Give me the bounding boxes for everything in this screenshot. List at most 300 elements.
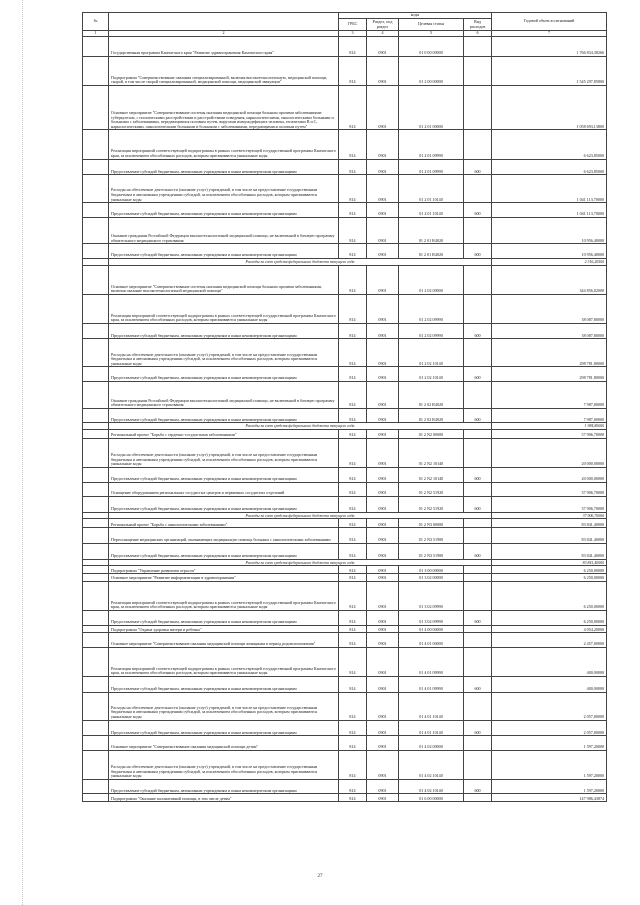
cell-razdel: 0901 (367, 794, 399, 802)
cell-vr (464, 56, 492, 85)
cell-sum: 37 906,70000 (492, 497, 607, 513)
cell-vr: 600 (464, 244, 492, 259)
table-row (83, 323, 607, 339)
cell-vr: 600 (464, 544, 492, 560)
cell-razdel: 0901 (367, 85, 399, 130)
cell-num (83, 581, 109, 610)
cell-vr (464, 736, 492, 751)
cell-sum: 1 984,80000 (492, 423, 607, 430)
cell-target: 01 3 02 09990 (399, 581, 464, 610)
cell-razdel: 0901 (367, 159, 399, 175)
table-row (83, 85, 607, 130)
cell-vr: 600 (464, 611, 492, 626)
cell-vr: 600 (464, 720, 492, 736)
header-sum: Годовой объем ассигнований (492, 13, 607, 31)
cell-razdel: 0901 (367, 294, 399, 323)
cell-sum: 147 986,43874 (492, 794, 607, 802)
cell-target: 01 0 00 00000 (399, 36, 464, 56)
cell-note: Расходы за счет средств федерального бюджета текущего года (109, 259, 492, 266)
cell-name: Государственная программа Камчатского края "Развитие здравоохранения Камчатского края" (109, 36, 339, 56)
cell-razdel: 0901 (367, 581, 399, 610)
cell-sum: 7 987,00000 (492, 408, 607, 423)
cell-vr: 600 (464, 203, 492, 218)
cell-target: 01 4 01 09990 (399, 647, 464, 676)
table-row (83, 56, 607, 85)
cell-target: 01 2 01 09990 (399, 159, 464, 175)
cell-razdel: 0901 (367, 779, 399, 794)
cell-razdel: 0901 (367, 265, 399, 294)
budget-allocation-table (82, 12, 607, 802)
cell-target: 01 2 02 10140 (399, 367, 464, 382)
federal-budget-note-row (83, 423, 607, 430)
table-row (83, 692, 607, 720)
table-row (83, 244, 607, 259)
cell-vr: 600 (464, 497, 492, 513)
cell-sum: 2 316,20500 (492, 259, 607, 266)
cell-razdel: 0901 (367, 381, 399, 408)
cell-razdel: 0901 (367, 736, 399, 751)
cell-num (83, 130, 109, 159)
cell-sum: 298 781,80000 (492, 339, 607, 367)
cell-grbs: 814 (339, 736, 367, 751)
cell-name: Реализация мероприятий соответствующей подпрограммы в рамках соответствующей государственной программы Камчатского края, за исключением обособленных расходов, которым присваиваются уникальные коды (109, 647, 339, 676)
table-row (83, 625, 607, 633)
cell-target: 01 2 N3 51900 (399, 544, 464, 560)
cell-grbs: 814 (339, 497, 367, 513)
cell-name: Расходы на обеспечение деятельности (оказание услуг) учреждений, в том числе на предоставление государственным бюджетным и автономным учреждениям субсидий, за исключением обособленных расходов, которым присваиваются уникальные коды (109, 750, 339, 779)
cell-vr (464, 794, 492, 802)
cell-num (83, 736, 109, 751)
cell-num (83, 56, 109, 85)
cell-num (83, 323, 109, 339)
cell-name: Предоставление субсидий бюджетным, автономным учреждениям и иным некоммерческим организациям (109, 408, 339, 423)
cell-grbs: 814 (339, 647, 367, 676)
federal-budget-note-row (83, 259, 607, 266)
cell-num (83, 438, 109, 467)
cell-sum: 1 058 693,13800 (492, 85, 607, 130)
cell-razdel: 0901 (367, 203, 399, 218)
table-row (83, 438, 607, 467)
cell-name: Реализация мероприятий соответствующей подпрограммы в рамках соответствующей государственной программы Камчатского края, за исключением обособленных расходов, которым присваиваются уникальные коды (109, 294, 339, 323)
cell-target: 01 2 01 10140 (399, 175, 464, 203)
cell-grbs: 814 (339, 36, 367, 56)
table-row (83, 203, 607, 218)
cell-num (83, 294, 109, 323)
cell-target: 01 2 N2 10140 (399, 438, 464, 467)
table-row (83, 159, 607, 175)
cell-sum: 83 841,40000 (492, 519, 607, 528)
cell-target: 01 4 02 10140 (399, 779, 464, 794)
cell-razdel: 0901 (367, 676, 399, 692)
cell-sum: 7 987,00000 (492, 381, 607, 408)
cell-vr (464, 528, 492, 544)
cell-sum: 83 841,40000 (492, 528, 607, 544)
cell-name: Основное мероприятие "Совершенствование системы оказания медицинской помощи больным прочими заболеваниями: туберкулезом, с психическими расстройствами и расстройствами поведения, наркологическими, онкологическими больными и больными с заболеваниями, передающимися половым путем, вирусами иммунодефицита человека, гепатитами В и С, наркологическими, онкологическими больными и больными с заболеваниями, передающимися половым путем" (109, 85, 339, 130)
cell-num (83, 779, 109, 794)
table-row (83, 294, 607, 323)
colnum-7: 7 (492, 31, 607, 37)
cell-name: Предоставление субсидий бюджетным, автономным учреждениям и иным некоммерческим организациям (109, 779, 339, 794)
table-row (83, 544, 607, 560)
cell-vr: 600 (464, 468, 492, 483)
cell-grbs: 814 (339, 794, 367, 802)
table-row (83, 581, 607, 610)
cell-razdel: 0901 (367, 468, 399, 483)
cell-num (83, 720, 109, 736)
header-name (109, 13, 339, 31)
cell-grbs: 814 (339, 566, 367, 574)
cell-sum: 1 597,20000 (492, 750, 607, 779)
cell-razdel: 0901 (367, 647, 399, 676)
cell-num (83, 244, 109, 259)
cell-grbs: 814 (339, 85, 367, 130)
cell-num (83, 559, 109, 566)
cell-razdel: 0901 (367, 430, 399, 439)
cell-name: Расходы на обеспечение деятельности (оказание услуг) учреждений, в том числе на предоставление государственным бюджетным и автономным учреждениям субсидий, за исключением обособленных расходов, которым присваиваются уникальные коды (109, 339, 339, 367)
cell-target: 01 2 02 00000 (399, 265, 464, 294)
cell-num (83, 544, 109, 560)
cell-vr: 600 (464, 408, 492, 423)
cell-grbs: 814 (339, 56, 367, 85)
cell-target: 01 4 01 00000 (399, 633, 464, 648)
cell-target: 01 4 01 09990 (399, 676, 464, 692)
cell-grbs: 814 (339, 438, 367, 467)
cell-num (83, 566, 109, 574)
cell-grbs: 814 (339, 430, 367, 439)
cell-razdel: 0901 (367, 611, 399, 626)
table-row (83, 130, 607, 159)
cell-target: 01 2 N2 51920 (399, 497, 464, 513)
cell-vr: 600 (464, 323, 492, 339)
cell-name: Реализация мероприятий соответствующей подпрограммы в рамках соответствующей государственной программы Камчатского края, за исключением обособленных расходов, которым присваиваются уникальные коды (109, 130, 339, 159)
cell-num (83, 574, 109, 582)
cell-grbs: 814 (339, 159, 367, 175)
cell-razdel: 0901 (367, 244, 399, 259)
table-row (83, 611, 607, 626)
cell-razdel: 0901 (367, 482, 399, 497)
cell-sum: 298 781,80000 (492, 367, 607, 382)
cell-name: Основное мероприятие "Совершенствование оказания медицинской помощи детям" (109, 736, 339, 751)
cell-sum: 4 054,20000 (492, 625, 607, 633)
header-vr: Вид расходов (464, 19, 492, 31)
cell-grbs: 814 (339, 676, 367, 692)
cell-name: Предоставление субсидий бюджетным, автономным учреждениям и иным некоммерческим организациям (109, 497, 339, 513)
cell-vr (464, 581, 492, 610)
table-row (83, 750, 607, 779)
cell-vr (464, 294, 492, 323)
cell-sum: 57 906,70000 (492, 430, 607, 439)
cell-num (83, 468, 109, 483)
cell-name: Основное мероприятие "Совершенствование системы оказания медицинской помощи больным прочими заболеваниями, включая оказание высокотехнологичной медицинской помощи" (109, 265, 339, 294)
cell-name: Предоставление субсидий бюджетным, автономным учреждениям и иным некоммерческим организациям (109, 468, 339, 483)
cell-grbs: 814 (339, 217, 367, 244)
cell-sum: 20 000,00000 (492, 468, 607, 483)
budget-table-sheet (82, 12, 606, 802)
cell-grbs: 814 (339, 581, 367, 610)
cell-vr (464, 130, 492, 159)
cell-vr (464, 566, 492, 574)
cell-grbs: 814 (339, 625, 367, 633)
cell-num (83, 265, 109, 294)
cell-vr (464, 692, 492, 720)
cell-num (83, 408, 109, 423)
cell-razdel: 0901 (367, 720, 399, 736)
cell-sum: 1 545 297,85800 (492, 56, 607, 85)
cell-num (83, 36, 109, 56)
cell-vr (464, 519, 492, 528)
cell-name: Предоставление субсидий бюджетным, автономным учреждениям и иным некоммерческим организациям (109, 611, 339, 626)
cell-sum: 10 956,40000 (492, 244, 607, 259)
table-row (83, 779, 607, 794)
cell-num (83, 519, 109, 528)
cell-name: Предоставление субсидий бюджетным, автономным учреждениям и иным некоммерческим организациям (109, 367, 339, 382)
cell-razdel: 0901 (367, 408, 399, 423)
colnum-2: 2 (109, 31, 339, 37)
cell-grbs: 814 (339, 720, 367, 736)
cell-grbs: 814 (339, 130, 367, 159)
table-row (83, 519, 607, 528)
table-row (83, 217, 607, 244)
cell-vr: 600 (464, 159, 492, 175)
cell-razdel: 0901 (367, 323, 399, 339)
cell-vr: 600 (464, 779, 492, 794)
colnum-6: 6 (464, 31, 492, 37)
cell-sum: 1 041 113,70000 (492, 175, 607, 203)
cell-sum: 400,00000 (492, 676, 607, 692)
cell-vr: 600 (464, 367, 492, 382)
cell-num (83, 512, 109, 519)
scan-edge-line (22, 0, 24, 905)
cell-num (83, 611, 109, 626)
cell-grbs: 814 (339, 244, 367, 259)
cell-grbs: 814 (339, 339, 367, 367)
cell-sum: 1 766 834,38266 (492, 36, 607, 56)
cell-name: Основное мероприятие "Совершенствование оказания медицинской помощи женщинам в период родовспоможения" (109, 633, 339, 648)
cell-name: Основное мероприятие "Развитие информатизации в здравоохранении" (109, 574, 339, 582)
colnum-1: 1 (83, 31, 109, 37)
page-number: 27 (317, 874, 323, 879)
cell-grbs: 814 (339, 468, 367, 483)
cell-razdel: 0901 (367, 625, 399, 633)
cell-target: 01 2 00 00000 (399, 56, 464, 85)
cell-vr (464, 574, 492, 582)
cell-grbs: 814 (339, 611, 367, 626)
cell-target: 01 3 02 00000 (399, 574, 464, 582)
cell-sum: 1 597,20000 (492, 736, 607, 751)
table-row (83, 482, 607, 497)
cell-name: Оказание гражданам Российской Федерации высокотехнологичной медицинской помощи, не включенной в базовую программу обязательного медицинского страхования (109, 381, 339, 408)
cell-num (83, 625, 109, 633)
cell-razdel: 0901 (367, 633, 399, 648)
cell-razdel: 0901 (367, 175, 399, 203)
cell-name: Подпрограмма "Совершенствование оказания специализированной, включая высокотехнологичную, медицинской помощи, скорой, в том числе скорой специализированной, медицинской помощи, медицинской эвакуации" (109, 56, 339, 85)
cell-name: Предоставление субсидий бюджетным, автономным учреждениям и иным некоммерческим организациям (109, 676, 339, 692)
cell-grbs: 814 (339, 367, 367, 382)
cell-vr (464, 36, 492, 56)
cell-sum: 6 250,00000 (492, 574, 607, 582)
table-row (83, 647, 607, 676)
cell-num (83, 692, 109, 720)
cell-grbs: 814 (339, 323, 367, 339)
cell-target: 01 4 01 10140 (399, 720, 464, 736)
cell-sum: 6 623,85000 (492, 130, 607, 159)
cell-razdel: 0901 (367, 367, 399, 382)
cell-vr (464, 482, 492, 497)
cell-target: 01 4 02 00000 (399, 736, 464, 751)
table-row (83, 794, 607, 802)
cell-sum: 83 841,40000 (492, 544, 607, 560)
cell-sum: 38 087,80000 (492, 323, 607, 339)
federal-budget-note-row (83, 512, 607, 519)
cell-target: 01 2 01 09990 (399, 130, 464, 159)
cell-num (83, 647, 109, 676)
header-grbs: ГРБС (339, 19, 367, 31)
cell-sum: 83 841,40000 (492, 559, 607, 566)
cell-target: 01 3 00 00000 (399, 566, 464, 574)
cell-grbs: 814 (339, 779, 367, 794)
cell-num (83, 423, 109, 430)
cell-name: Подпрограмма "Управление развитием отрасли" (109, 566, 339, 574)
cell-vr (464, 339, 492, 367)
cell-sum: 344 856,02000 (492, 265, 607, 294)
cell-razdel: 0901 (367, 438, 399, 467)
cell-vr (464, 217, 492, 244)
cell-sum: 1 597,20000 (492, 779, 607, 794)
cell-sum: 6 250,00000 (492, 581, 607, 610)
cell-num (83, 159, 109, 175)
cell-num (83, 339, 109, 367)
cell-sum: 6 250,00000 (492, 566, 607, 574)
header-cs: Целевая статья (399, 19, 464, 31)
header-razdel: Раздел, под раздел (367, 19, 399, 31)
cell-razdel: 0901 (367, 519, 399, 528)
cell-target: 01 2 02 R4020 (399, 408, 464, 423)
cell-target: 01 2 N2 10140 (399, 468, 464, 483)
cell-sum: 6 250,00000 (492, 611, 607, 626)
cell-razdel: 0901 (367, 750, 399, 779)
cell-target: 01 2 02 10140 (399, 339, 464, 367)
cell-razdel: 0901 (367, 497, 399, 513)
cell-name: Расходы на обеспечение деятельности (оказание услуг) учреждений, в том числе на предоставление государственным бюджетным и автономным учреждениям субсидий, за исключением обособленных расходов, которым присваиваются уникальные коды (109, 438, 339, 467)
header-codes: коды (339, 13, 492, 19)
table-row (83, 36, 607, 56)
table-row (83, 430, 607, 439)
cell-razdel: 0901 (367, 528, 399, 544)
cell-name: Реализация мероприятий соответствующей подпрограммы в рамках соответствующей государственной программы Камчатского края, за исключением обособленных расходов, которым присваиваются уникальные коды (109, 581, 339, 610)
cell-num (83, 633, 109, 648)
cell-num (83, 367, 109, 382)
cell-num (83, 85, 109, 130)
cell-name: Переоснащение медицинских организаций, оказывающих медицинскую помощь больным с онкологическими заболеваниями (109, 528, 339, 544)
table-row (83, 633, 607, 648)
cell-sum: 37 906,70000 (492, 512, 607, 519)
colnum-3: 3 (339, 31, 367, 37)
cell-name: Предоставление субсидий бюджетным, автономным учреждениям и иным некоммерческим организациям (109, 159, 339, 175)
federal-budget-note-row (83, 559, 607, 566)
cell-sum: 6 623,85000 (492, 159, 607, 175)
cell-target: 01 4 02 10140 (399, 750, 464, 779)
cell-num (83, 676, 109, 692)
cell-target: 01 2 01 10140 (399, 203, 464, 218)
table-row (83, 566, 607, 574)
cell-note: Расходы за счет средств федерального бюджета текущего года (109, 423, 492, 430)
cell-note: Расходы за счет средств федерального бюджета текущего года (109, 559, 492, 566)
cell-name: Предоставление субсидий бюджетным, автономным учреждениям и иным некоммерческим организациям (109, 720, 339, 736)
cell-name: Подпрограмма "Охрана здоровья матери и ребенка" (109, 625, 339, 633)
cell-num (83, 482, 109, 497)
cell-razdel: 0901 (367, 217, 399, 244)
cell-razdel: 0901 (367, 56, 399, 85)
cell-name: Оснащение оборудованием региональных сосудистых центров и первичных сосудистых отделений (109, 482, 339, 497)
cell-target: 01 4 01 10140 (399, 692, 464, 720)
table-row (83, 574, 607, 582)
cell-vr (464, 381, 492, 408)
cell-razdel: 0901 (367, 130, 399, 159)
cell-grbs: 814 (339, 519, 367, 528)
cell-vr (464, 438, 492, 467)
cell-razdel: 0901 (367, 566, 399, 574)
cell-vr (464, 175, 492, 203)
cell-vr (464, 265, 492, 294)
cell-razdel: 0901 (367, 36, 399, 56)
cell-vr: 600 (464, 676, 492, 692)
cell-sum: 2 057,00000 (492, 692, 607, 720)
cell-num (83, 203, 109, 218)
cell-name: Расходы на обеспечение деятельности (оказание услуг) учреждений, в том числе на предоставление государственным бюджетным и автономным учреждениям субсидий, за исключением обособленных расходов, которым присваиваются уникальные коды (109, 692, 339, 720)
cell-target: 01 4 00 00000 (399, 625, 464, 633)
cell-name: Региональный проект "Борьба с сердечно-сосудистыми заболеваниями" (109, 430, 339, 439)
cell-grbs: 814 (339, 528, 367, 544)
cell-sum: 1 041 113,70000 (492, 203, 607, 218)
cell-target: 01 2 02 09990 (399, 294, 464, 323)
table-row (83, 736, 607, 751)
table-row (83, 468, 607, 483)
cell-sum: 2 457,00000 (492, 633, 607, 648)
cell-grbs: 814 (339, 750, 367, 779)
cell-name: Расходы на обеспечение деятельности (оказание услуг) учреждений, в том числе на предоставление государственным бюджетным и автономным учреждениям субсидий, за исключением обособленных расходов, которым присваиваются уникальные коды (109, 175, 339, 203)
cell-target: 01 3 02 09990 (399, 611, 464, 626)
table-row (83, 408, 607, 423)
cell-target: 01 2 01 00000 (399, 85, 464, 130)
cell-razdel: 0901 (367, 692, 399, 720)
cell-razdel: 0901 (367, 574, 399, 582)
cell-vr (464, 633, 492, 648)
cell-num (83, 381, 109, 408)
cell-grbs: 814 (339, 544, 367, 560)
cell-sum: 10 956,40000 (492, 217, 607, 244)
table-body (83, 36, 607, 802)
cell-target: 01 2 01 R4020 (399, 244, 464, 259)
header-num: № (83, 13, 109, 31)
cell-name: Предоставление субсидий бюджетным, автономным учреждениям и иным некоммерческим организациям (109, 544, 339, 560)
cell-num (83, 750, 109, 779)
cell-num (83, 794, 109, 802)
cell-num (83, 217, 109, 244)
cell-vr (464, 85, 492, 130)
cell-num (83, 175, 109, 203)
table-row (83, 528, 607, 544)
cell-num (83, 528, 109, 544)
cell-grbs: 814 (339, 574, 367, 582)
cell-name: Региональный проект "Борьба с онкологическими заболеваниями" (109, 519, 339, 528)
cell-note: Расходы за счет средств федерального бюджета текущего года (109, 512, 492, 519)
cell-grbs: 814 (339, 294, 367, 323)
colnum-5: 5 (399, 31, 464, 37)
cell-grbs: 814 (339, 175, 367, 203)
cell-razdel: 0901 (367, 544, 399, 560)
cell-target: 01 2 N2 00000 (399, 430, 464, 439)
cell-target: 01 2 N3 51900 (399, 528, 464, 544)
